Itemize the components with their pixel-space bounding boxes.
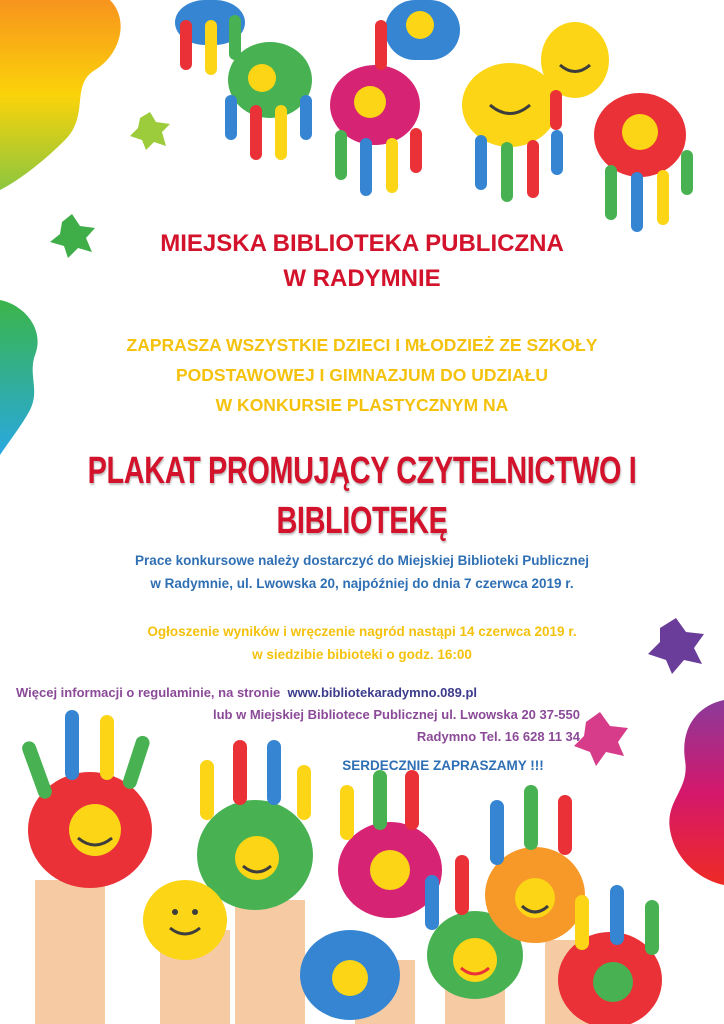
info-line-1 bbox=[16, 682, 596, 704]
star-splash-lime bbox=[130, 112, 170, 150]
website-link[interactable]: www.bibliotekaradymno.089.pl bbox=[287, 685, 478, 700]
invitation-line-1: ZAPRASZA WSZYSTKIE DZIECI I MŁODZIEŻ ZE SZKOŁY bbox=[126, 335, 598, 355]
delivery-info bbox=[0, 549, 724, 595]
invitation-line-2: PODSTAWOWEJ I GIMNAZJUM DO UDZIAŁU bbox=[175, 365, 549, 385]
info-line-2: lub w Miejskiej Bibliotece Publicznej ul. Lwowska 20 37-550 bbox=[212, 707, 580, 722]
delivery-line-1: Prace konkursowe należy dostarczyć do Miejskiej Biblioteki Publicznej bbox=[135, 553, 589, 568]
closing-line bbox=[0, 755, 640, 777]
results-line-2: w siedzibie bibioteki o godz. 16:00 bbox=[252, 647, 472, 662]
invitation-text bbox=[0, 330, 724, 420]
organizer-line-1: MIEJSKA BIBLIOTEKA PUBLICZNA bbox=[160, 230, 564, 257]
delivery-line-2: w Radymnie, ul. Lwowska 20, najpóźniej do dnia 7 czerwca 2019 r. bbox=[150, 576, 574, 591]
splash-right-bottom bbox=[669, 700, 724, 885]
invitation-line-3: W KONKURSIE PLASTYCZNYM NA bbox=[215, 395, 509, 415]
contest-headline: PLAKAT PROMUJĄCY CZYTELNICTWO I BIBLIOTEKĘ bbox=[87, 450, 637, 542]
organizer-line-2: W RADYMNIE bbox=[283, 265, 441, 292]
info-text: Więcej informacji o regulaminie, na stronie bbox=[16, 685, 281, 700]
results-line-1: Ogłoszenie wyników i wręczenie nagród nastąpi 14 czerwca 2019 r. bbox=[147, 624, 577, 639]
results-info bbox=[0, 620, 724, 666]
organizer-title bbox=[0, 226, 724, 296]
hands-top bbox=[175, 0, 693, 232]
splash-top-left bbox=[0, 0, 121, 190]
info-line-3: Radymno Tel. 16 628 11 34 bbox=[416, 729, 580, 744]
closing-text: SERDECZNIE ZAPRASZAMY !!! bbox=[342, 758, 544, 773]
